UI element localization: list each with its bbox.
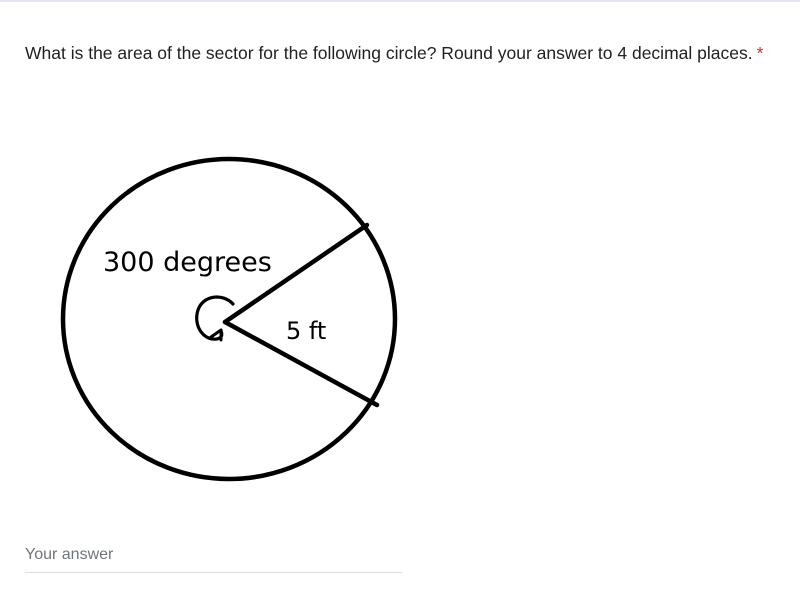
- sector-diagram: [55, 147, 415, 492]
- required-asterisk: *: [756, 43, 764, 63]
- question-title: [25, 36, 765, 70]
- answer-input[interactable]: [25, 543, 402, 573]
- circle-figure: [55, 147, 415, 492]
- radius-label: 5 ft: [286, 317, 327, 345]
- angle-label: 300 degrees: [103, 247, 272, 278]
- question-text: What is the area of the sector for the following circle? Round your answer to 4 decimal places.: [25, 43, 753, 63]
